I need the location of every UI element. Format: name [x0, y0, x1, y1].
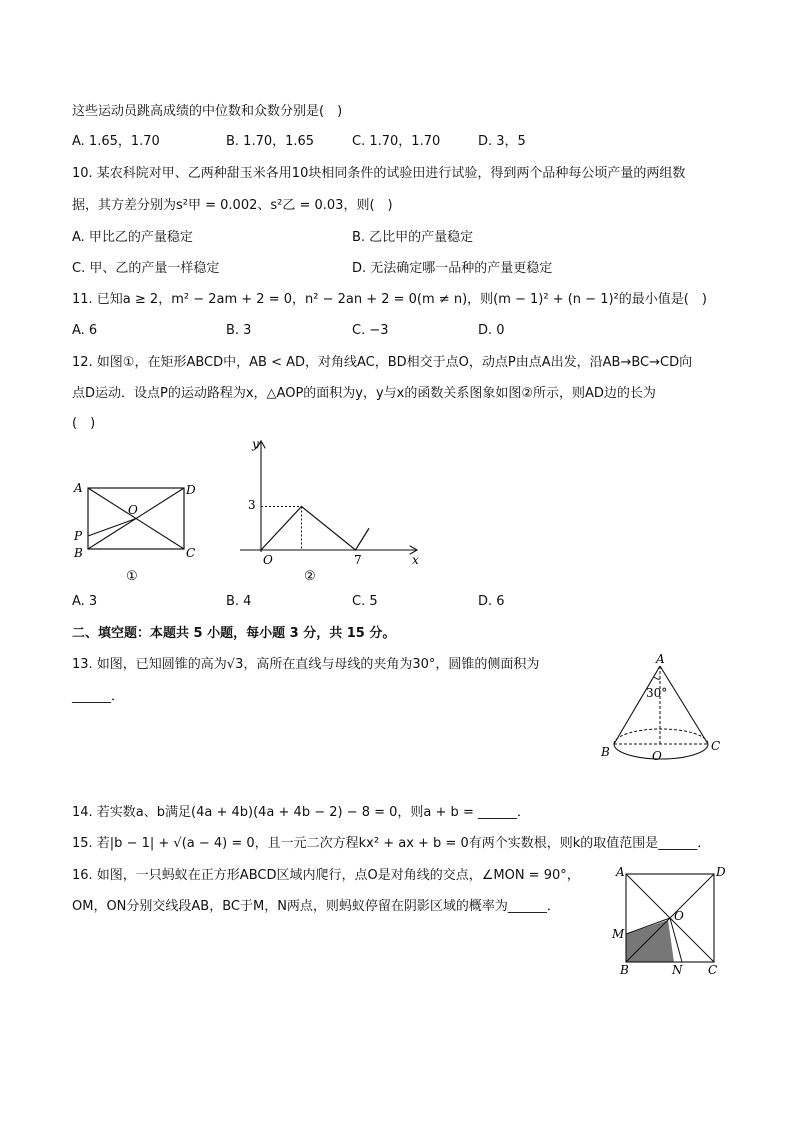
label-o: O — [128, 503, 138, 517]
label-b: B — [74, 546, 83, 560]
q11-stem: 11. 已知a ≥ 2，m² − 2am + 2 = 0，n² − 2an + 2 = 0(m ≠ n)，则(m − 1)² + (n − 1)²的最小值是( ) — [72, 292, 707, 307]
q16-line2: OM，ON分别交线段AB，BC于M，N两点，则蚂蚁停留在阴影区域的概率为______． — [72, 899, 560, 914]
cone-side-left — [614, 666, 660, 744]
label-angle: 30° — [646, 686, 668, 700]
q16-line1: 16. 如图，一只蚂蚁在正方形ABCD区域内爬行，点O是对角线的交点，∠MON = 90°， — [72, 868, 580, 883]
q12-figure-2 — [232, 436, 428, 586]
x-axis-label: x — [412, 553, 419, 567]
label-c: C — [708, 963, 718, 977]
label-o: O — [674, 909, 684, 923]
label-m: M — [612, 927, 625, 941]
q11-option-a: A. 6 — [72, 323, 98, 338]
shaded-region — [626, 920, 674, 962]
label-c: C — [711, 739, 721, 753]
q10-line2: 据，其方差分别为s²甲 = 0.002、s²乙 = 0.03，则( ) — [72, 198, 393, 213]
q9-option-a: A. 1.65，1.70 — [72, 134, 160, 149]
q10-option-d: D. 无法确定哪一品种的产量更稳定 — [352, 261, 553, 276]
function-graph-line — [261, 507, 369, 551]
x-tick-label: 7 — [354, 553, 362, 567]
label-c: C — [186, 546, 196, 560]
q12-figure-1 — [68, 474, 208, 586]
label-a: A — [656, 652, 665, 666]
caption-fig2: ② — [304, 569, 316, 584]
q14-stem: 14. 若实数a、b满足(4a + 4b)(4a + 4b − 2) − 8 = 0，则a + b = ______． — [72, 805, 530, 820]
q11-option-d: D. 0 — [478, 323, 505, 338]
label-n: N — [672, 963, 683, 977]
q12-option-c: C. 5 — [352, 594, 378, 609]
label-a: A — [616, 865, 625, 879]
q9-option-d: D. 3，5 — [478, 134, 526, 149]
section-fill-in-heading: 二、填空题：本题共 5 小题，每小题 3 分，共 15 分。 — [72, 626, 396, 641]
caption-fig1: ① — [126, 569, 138, 584]
label-a: A — [74, 481, 83, 495]
label-d: D — [716, 865, 726, 879]
y-axis-label: y — [252, 437, 259, 451]
q9-option-c: C. 1.70，1.70 — [352, 134, 441, 149]
q13-line1: 13. 如图，已知圆锥的高为√3，高所在直线与母线的夹角为30°，圆锥的侧面积为 — [72, 657, 540, 672]
angle-arc — [654, 677, 660, 679]
label-b: B — [601, 745, 610, 759]
q9-option-b: B. 1.70，1.65 — [226, 134, 315, 149]
cone-side-right — [660, 666, 708, 744]
q12-line1: 12. 如图①，在矩形ABCD中，AB < AD，对角线AC，BD相交于点O，动点P由点A出发，沿AB→BC→CD向 — [72, 355, 693, 370]
q12-option-d: D. 6 — [478, 594, 505, 609]
q12-option-b: B. 4 — [226, 594, 252, 609]
y-tick-label: 3 — [248, 498, 256, 512]
q15-stem: 15. 若|b − 1| + √(a − 4) = 0，且一元二次方程kx² + ax + b = 0有两个实数根，则k的取值范围是______． — [72, 836, 711, 851]
q13-blank: ______． — [72, 689, 125, 704]
label-o: O — [652, 749, 662, 763]
q11-option-b: B. 3 — [226, 323, 252, 338]
q12-line2: 点D运动．设点P的运动路程为x，△AOP的面积为y，y与x的函数关系图象如图②所示，则AD边的长为 — [72, 386, 656, 401]
q10-option-a: A. 甲比乙的产量稳定 — [72, 230, 193, 245]
q10-option-b: B. 乙比甲的产量稳定 — [352, 230, 474, 245]
label-d: D — [186, 483, 196, 497]
q10-line1: 10. 某农科院对甲、乙两种甜玉米各用10块相同条件的试验田进行试验，得到两个品种每公顷产量的两组数 — [72, 166, 686, 181]
q12-option-a: A. 3 — [72, 594, 98, 609]
origin-label: O — [263, 553, 273, 567]
q10-option-c: C. 甲、乙的产量一样稳定 — [72, 261, 220, 276]
q9-stem: 这些运动员跳高成绩的中位数和众数分别是( ) — [72, 104, 343, 119]
q12-line3: ( ) — [72, 416, 96, 431]
label-b: B — [620, 963, 629, 977]
q11-option-c: C. −3 — [352, 323, 389, 338]
cone-base-back — [614, 729, 708, 744]
label-p: P — [74, 529, 83, 543]
q16-square-figure — [606, 862, 730, 980]
q13-cone-figure — [594, 650, 728, 768]
